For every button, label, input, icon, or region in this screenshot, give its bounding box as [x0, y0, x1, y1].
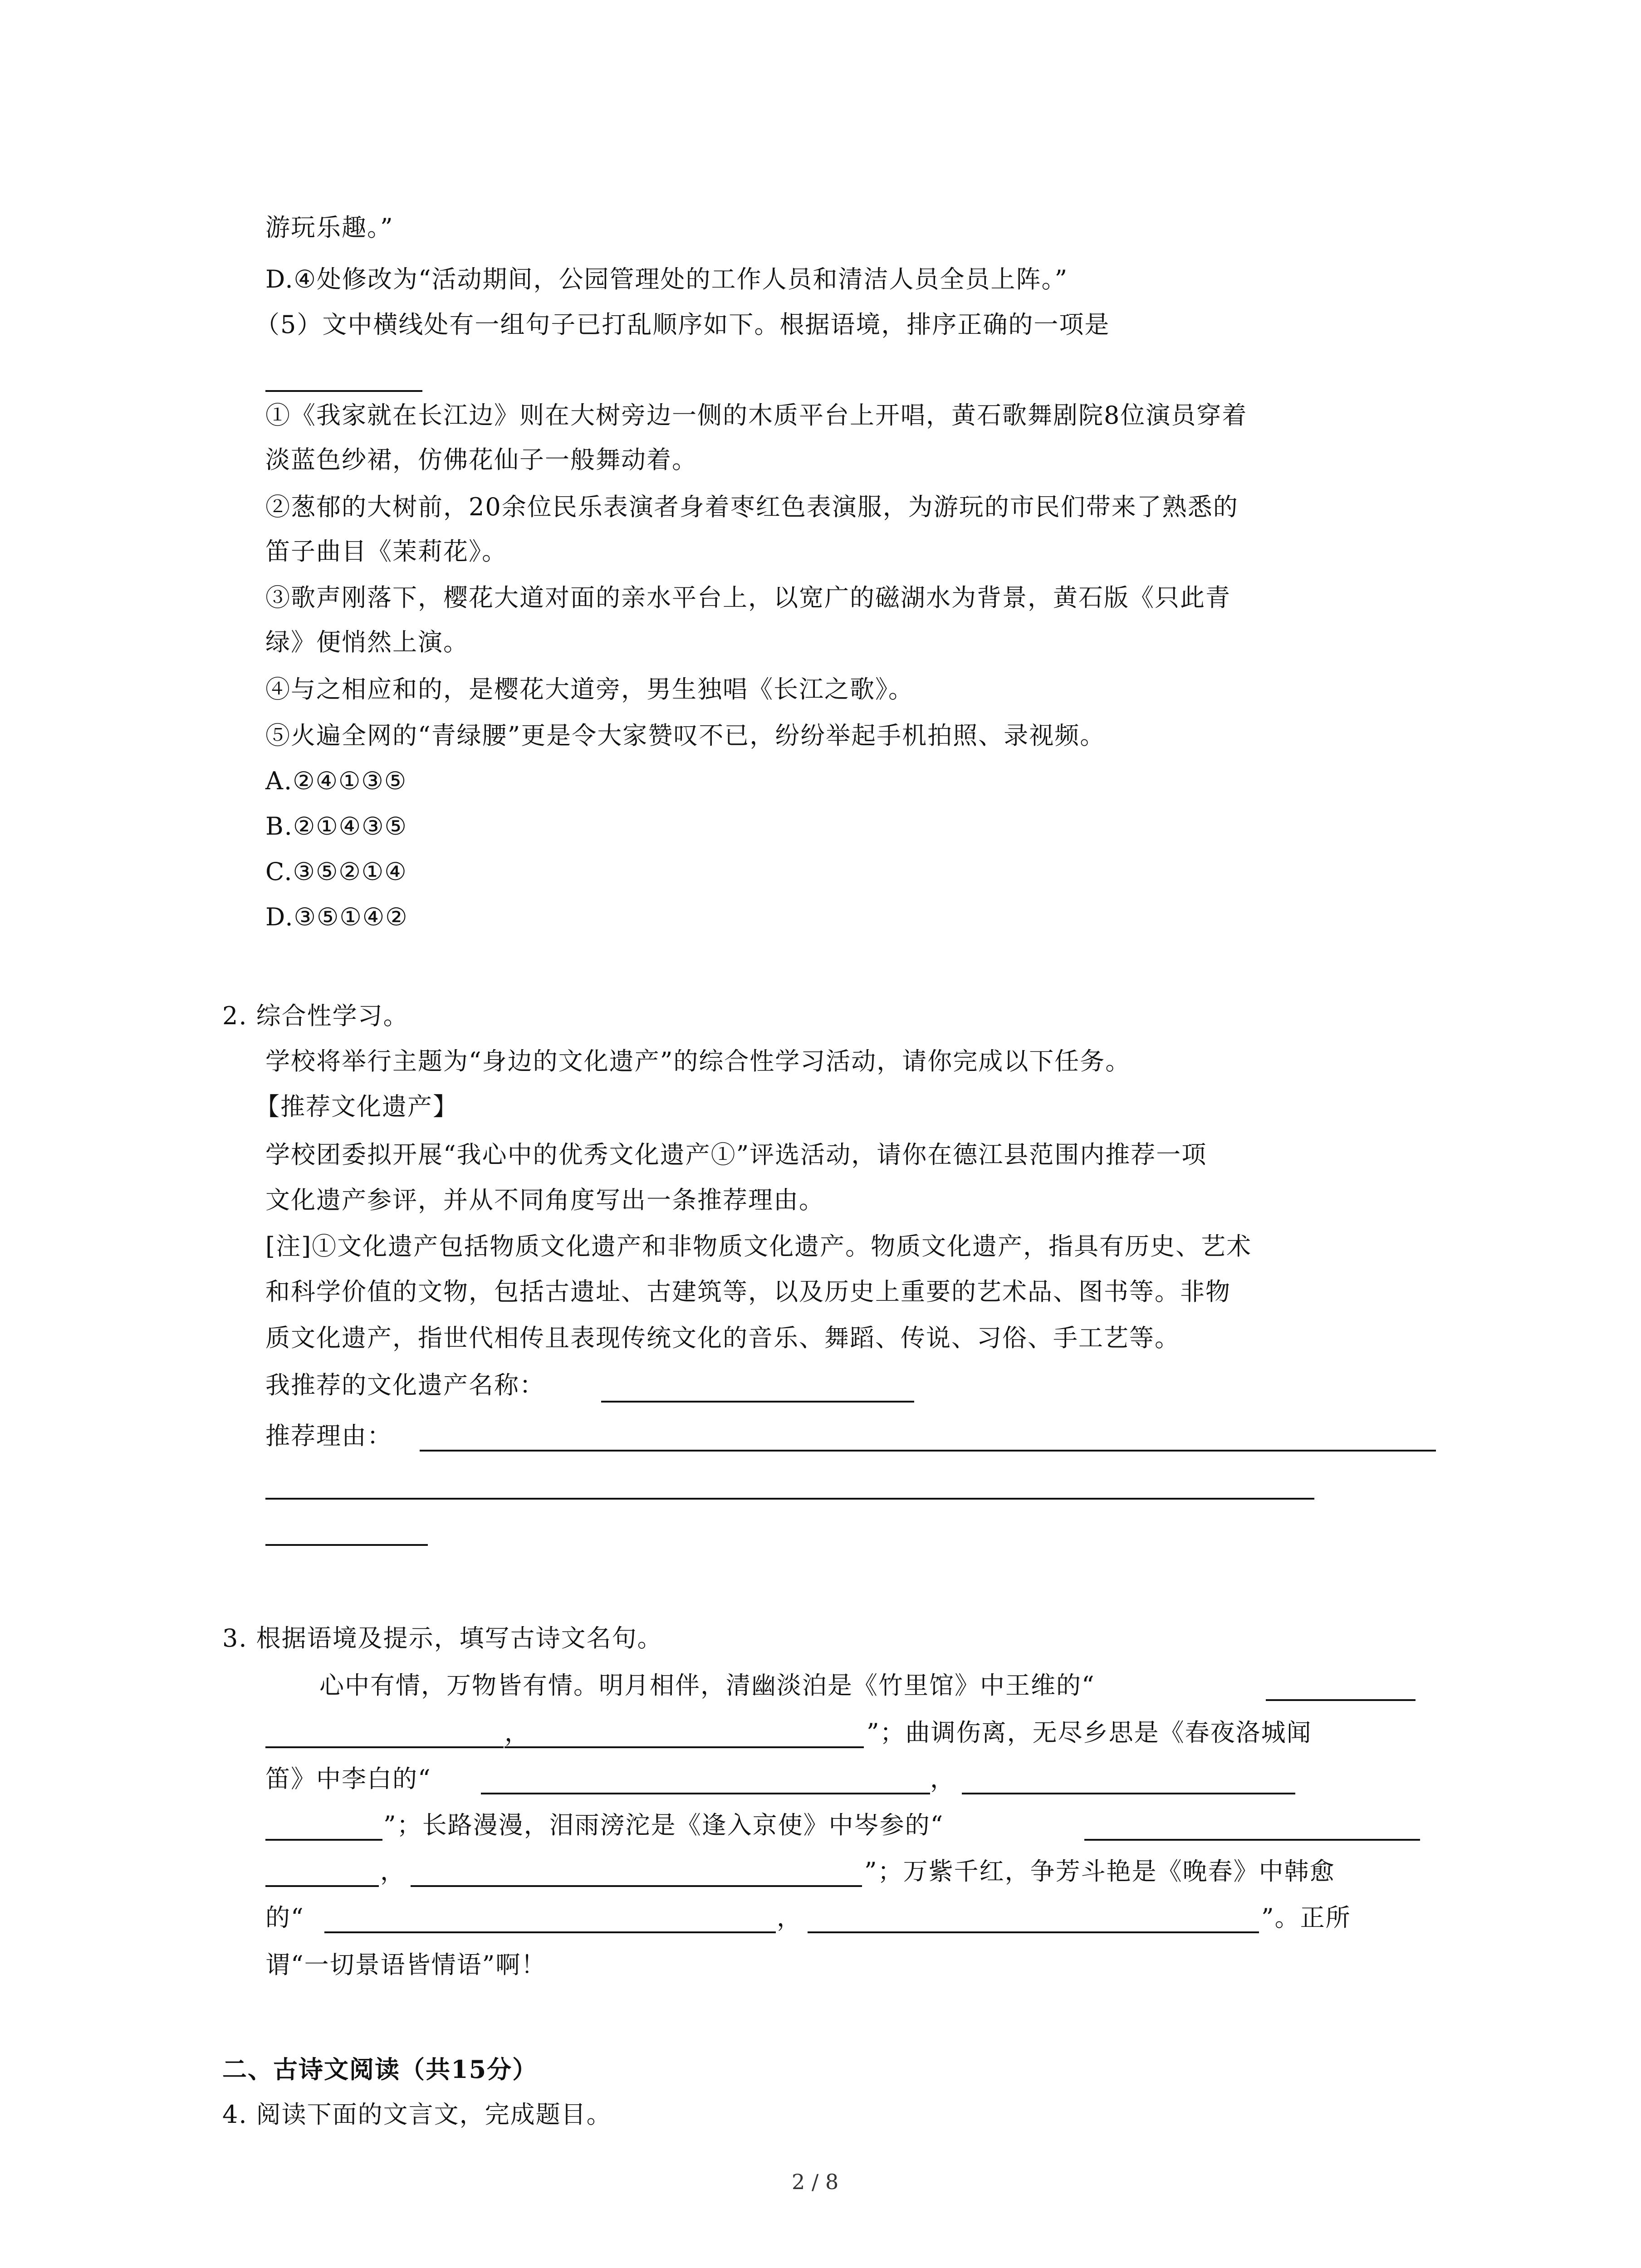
- q3-line3-start: 笛》中李白的“: [265, 1765, 431, 1793]
- reason-blank-line1[interactable]: [420, 1450, 1436, 1452]
- q2-task-heading: 【推荐文化遗产】: [255, 1092, 458, 1121]
- q2-title: 2. 综合性学习。: [222, 1002, 409, 1030]
- q3-line6-start: 的“: [265, 1903, 304, 1932]
- page-number: 2 / 8: [792, 2170, 839, 2194]
- sentence-2b: 笛子曲目《茉莉花》。: [265, 537, 507, 566]
- q3-line6-comma: ，: [777, 1903, 802, 1932]
- sentence-5: ⑤火遍全网的“青绿腰”更是令大家赞叹不已，纷纷举起手机拍照、录视频。: [265, 721, 1106, 750]
- q2-paragraph-line1: 学校团委拟开展“我心中的优秀文化遗产①”评选活动，请你在德江县范围内推荐一项: [265, 1140, 1207, 1169]
- q3-blank-1[interactable]: [1266, 1699, 1416, 1701]
- q3-blank-11[interactable]: [808, 1931, 1259, 1933]
- q3-line5-end: ”；万紫千红，争芳斗艳是《晚春》中韩愈: [864, 1857, 1335, 1886]
- sentence-3b: 绿》便悄然上演。: [265, 628, 469, 656]
- option-c-continuation: 游玩乐趣。”: [265, 213, 394, 242]
- sentence-1a: ①《我家就在长江边》则在大树旁边一侧的木质平台上开唱，黄石歌舞剧院8位演员穿着: [265, 401, 1248, 430]
- option-c: C.③⑤②①④: [265, 857, 407, 886]
- q3-blank-4[interactable]: [481, 1793, 930, 1794]
- q3-line3-comma: ，: [930, 1765, 955, 1793]
- q4-title: 4. 阅读下面的文言文，完成题目。: [222, 2100, 612, 2129]
- q2-intro: 学校将举行主题为“身边的文化遗产”的综合性学习活动，请你完成以下任务。: [265, 1047, 1131, 1075]
- reason-blank-line3[interactable]: [265, 1544, 428, 1546]
- q3-line2-comma: ，: [505, 1718, 530, 1747]
- q3-line4-end: ”；长路漫漫，泪雨滂沱是《逢入京使》中岑参的“: [383, 1811, 944, 1839]
- sentence-3a: ③歌声刚落下，樱花大道对面的亲水平台上，以宽广的磁湖水为背景，黄石版《只此青: [265, 583, 1231, 612]
- heritage-name-label: 我推荐的文化遗产名称：: [265, 1371, 545, 1399]
- sentence-4: ④与之相应和的，是樱花大道旁，男生独唱《长江之歌》。: [265, 675, 914, 704]
- reason-label: 推荐理由：: [265, 1422, 392, 1450]
- sentence-1b: 淡蓝色纱裙，仿佛花仙子一般舞动着。: [265, 445, 697, 474]
- heritage-name-blank[interactable]: [601, 1401, 914, 1403]
- q2-note-line3: 质文化遗产，指世代相传且表现传统文化的音乐、舞蹈、传说、习俗、手工艺等。: [265, 1324, 1180, 1352]
- sentence-2a: ②葱郁的大树前，20余位民乐表演者身着枣红色表演服，为游玩的市民们带来了熟悉的: [265, 493, 1239, 521]
- section-2-heading: 二、古诗文阅读（共15分）: [222, 2055, 538, 2084]
- q3-blank-6[interactable]: [265, 1839, 382, 1841]
- q3-line6-end: ”。正所: [1261, 1903, 1351, 1932]
- q3-line2-end: ”；曲调伤离，无尽乡思是《春夜洛城闻: [867, 1718, 1312, 1747]
- q3-blank-8[interactable]: [265, 1885, 379, 1887]
- q3-blank-9[interactable]: [411, 1885, 862, 1887]
- q3-blank-3[interactable]: [505, 1746, 864, 1748]
- option-d-order: D.③⑤①④②: [265, 903, 408, 931]
- q3-line1-text: 心中有情，万物皆有情。明月相伴，清幽淡泊是《竹里馆》中王维的“: [319, 1671, 1095, 1700]
- q3-line7: 谓“一切景语皆情语”啊！: [265, 1950, 547, 1979]
- option-b: B.②①④③⑤: [265, 812, 407, 841]
- option-a: A.②④①③⑤: [265, 767, 407, 795]
- q2-note-line2: 和科学价值的文物，包括古遗址、古建筑等，以及历史上重要的艺术品、图书等。非物: [265, 1277, 1231, 1306]
- q3-blank-7[interactable]: [1084, 1839, 1420, 1841]
- q3-blank-10[interactable]: [324, 1931, 776, 1933]
- answer-blank-q5[interactable]: [265, 390, 422, 392]
- q3-line5-comma: ，: [380, 1857, 406, 1886]
- q2-paragraph-line2: 文化遗产参评，并从不同角度写出一条推荐理由。: [265, 1186, 824, 1214]
- q2-note-line1: [注]①文化遗产包括物质文化遗产和非物质文化遗产。物质文化遗产，指具有历史、艺术: [265, 1232, 1252, 1261]
- option-d: D.④处修改为“活动期间，公园管理处的工作人员和清洁人员全员上阵。”: [265, 265, 1068, 293]
- question-5-prompt: （5）文中横线处有一组句子已打乱顺序如下。根据语境，排序正确的一项是: [255, 310, 1110, 339]
- reason-blank-line2[interactable]: [265, 1498, 1314, 1500]
- q3-title: 3. 根据语境及提示，填写古诗文名句。: [222, 1624, 663, 1652]
- q3-blank-2[interactable]: [265, 1746, 504, 1748]
- q3-blank-5[interactable]: [962, 1793, 1295, 1794]
